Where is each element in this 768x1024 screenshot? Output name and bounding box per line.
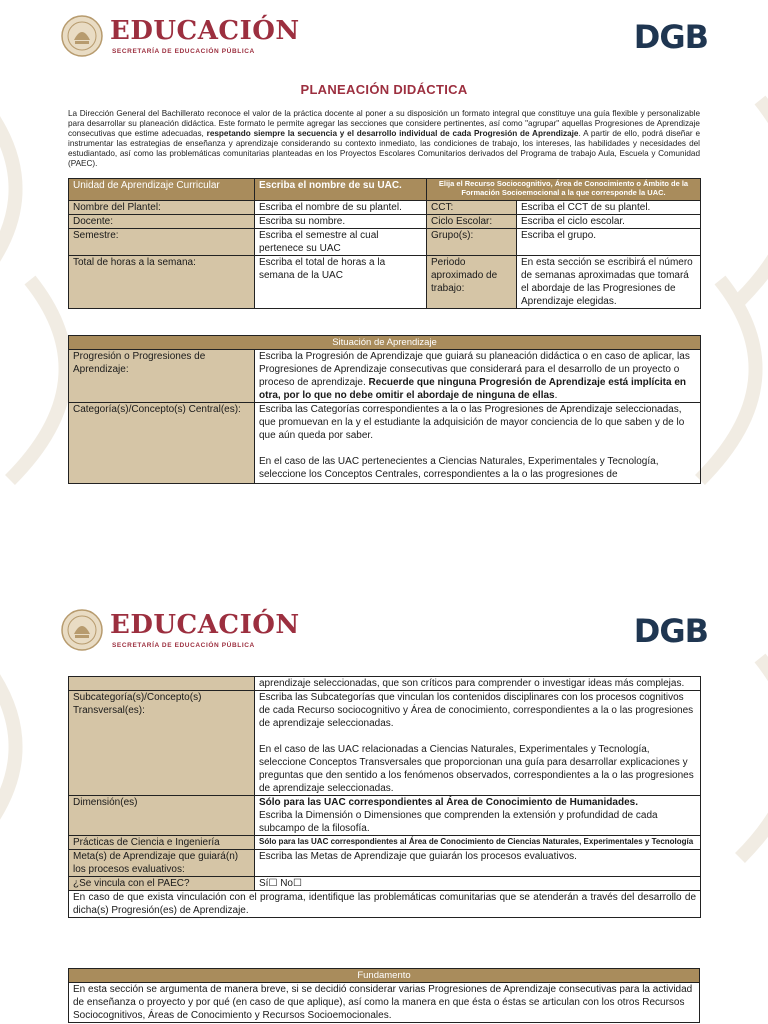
practicas-field[interactable]: Sólo para las UAC correspondientes al Área de Conocimiento de Ciencias Naturales, Experimentales y Tecnología [255,836,701,850]
practicas-label: Prácticas de Ciencia e Ingeniería [69,836,255,850]
progresion-field[interactable]: Escriba la Progresión de Aprendizaje que guiará su planeación didáctica o en caso de aplicar, las Progresiones de Aprendizaje consecutivas que considerará para el desarrollo de un proyecto o proceso de aprendizaje. Recuerde que ninguna Progresión de Aprendizaje está implícita en otra, por lo que no debe omitir el abordaje de ninguna de ellas. [255,350,701,403]
docente-label: Docente: [69,215,255,229]
cct-label: CCT: [427,201,517,215]
table-row [69,877,701,891]
fundamento-header: Fundamento [69,969,700,983]
brand-subtitle: SECRETARÍA DE EDUCACIÓN PÚBLICA [112,48,255,55]
intro-paragraph: La Dirección General del Bachillerato reconoce el valor de la práctica docente al poner a su disposición un formato integral que constituye una guía flexible y personalizable para desarrollar su planeación didáctica. Este formato le permite agregar las secciones que considere pertinentes, así como "agrupar" aquellas Progresiones de Aprendizaje consecutivas que estime adecuadas, respetando siempre la secuencia y el desarrollo individual de cada Progresión de Aprendizaje. A partir de ello, podrá diseñar e instrumentar las estrategias de enseñanza y aprendizaje considerando su contexto inmediato, las condiciones de trabajo, los intereses, las habilidades y necesidades del estudiantado, así como las problemáticas comunitarias planteadas en los Proyectos Escolares Comunitarios derivados del Programa de trabajo Aula, Escuela y Comunidad (PAEC). [68,109,700,168]
subcategoria-field[interactable]: Escriba las Subcategorías que vinculan los contenidos disciplinares con los procesos cognitivos de cada Recurso sociocognitivo y Área de conocimiento, correspondientes a la o las progresiones de aprendizaje seleccionadas. En el caso de las UAC relacionadas a Ciencias Naturales, Experimentales y Tecnología, seleccione Conceptos Transversales que proporcionan una guía para desarrollar explicaciones y preguntas que den sentido a los fenómenos observados, correspondientes a la o las progresiones de aprendizaje seleccionadas. [255,691,701,796]
dimension-field[interactable]: Sólo para las UAC correspondientes al Área de Conocimiento de Humanidades. Escriba la Dimensión o Dimensiones que comprenden la extensión y profundidad de cada subcampo de la filosofía. [255,796,701,836]
table-row [69,983,700,1023]
docente-field[interactable]: Escriba su nombre. [255,215,427,229]
uac-name-field[interactable]: Escriba el nombre de su UAC. [255,179,427,201]
page-header [60,608,708,656]
grupo-label: Grupo(s): [427,229,517,256]
table-row [69,256,701,309]
brand-title: EDUCACIÓN [110,610,300,640]
table-row [69,796,701,836]
meta-field[interactable]: Escriba las Metas de Aprendizaje que guiarán los procesos evaluativos. [255,850,701,877]
table-row [69,350,701,403]
brand-title: EDUCACIÓN [110,16,300,46]
plantel-field[interactable]: Escriba el nombre de su plantel. [255,201,427,215]
horas-label: Total de horas a la semana: [69,256,255,309]
dgb-logo: DGB [633,612,708,650]
table-row [69,403,701,484]
table-row [69,850,701,877]
table-row [69,677,701,691]
table-row [69,215,701,229]
ciclo-label: Ciclo Escolar: [427,215,517,229]
mexico-seal-icon [60,14,104,58]
fundamento-table [68,968,700,1023]
dgb-logo: DGB [633,18,708,56]
situacion-header: Situación de Aprendizaje [69,336,701,350]
table-row [69,201,701,215]
mexico-seal-icon [60,608,104,652]
situacion-table-continued [68,676,701,918]
semestre-field[interactable]: Escriba el semestre al cual pertenece su UAC [255,229,427,256]
meta-label: Meta(s) de Aprendizaje que guiará(n) los procesos evaluativos: [69,850,255,877]
general-info-table [68,178,701,309]
situacion-table [68,335,701,484]
page-header [60,14,708,62]
categoria-label: Categoría(s)/Concepto(s) Central(es): [69,403,255,484]
categoria-field-continued[interactable]: aprendizaje seleccionadas, que son críticos para comprender o investigar ideas más complejas. [255,677,701,691]
cct-field[interactable]: Escriba el CCT de su plantel. [517,201,701,215]
ciclo-field[interactable]: Escriba el ciclo escolar. [517,215,701,229]
dimension-label: Dimensión(es) [69,796,255,836]
brand-subtitle: SECRETARÍA DE EDUCACIÓN PÚBLICA [112,642,255,649]
table-header-row [69,179,701,201]
page-gap [0,512,768,598]
document-page-2 [0,598,768,1024]
table-row [69,836,701,850]
table-header-row [69,969,700,983]
semestre-label: Semestre: [69,229,255,256]
horas-field[interactable]: Escriba el total de horas a la semana de la UAC [255,256,427,309]
table-header-row [69,336,701,350]
periodo-label: Periodo aproximado de trabajo: [427,256,517,309]
table-row [69,229,701,256]
periodo-field[interactable]: En esta sección se escribirá el número de semanas aproximadas que tomará el abordaje de las Progresiones de Aprendizaje elegidas. [517,256,701,309]
grupo-field[interactable]: Escriba el grupo. [517,229,701,256]
fundamento-field[interactable]: En esta sección se argumenta de manera breve, si se decidió considerar varias Progresiones de Aprendizaje consecutivas para la actividad de enseñanza o proyecto y por qué (en caso de que aplique), así como la manera en que ésta o éstas se articulan con los otros Recursos Sociocognitivos, Áreas de Conocimiento y Recursos Socioemocionales. [69,983,700,1023]
paec-note-field[interactable]: En caso de que exista vinculación con el programa, identifique las problemáticas comunitarias que se atenderán a través del desarrollo de dicha(s) Progresión(es) de Aprendizaje. [69,891,701,918]
uac-header-label: Unidad de Aprendizaje Curricular [69,179,255,201]
paec-label: ¿Se vincula con el PAEC? [69,877,255,891]
page-title: PLANEACIÓN DIDÁCTICA [300,82,468,97]
recurso-select-field[interactable]: Elija el Recurso Sociocognitivo, Área de Conocimiento o Ámbito de la Formación Socioemocional a la que corresponde la UAC. [427,179,701,201]
progresion-label: Progresión o Progresiones de Aprendizaje: [69,350,255,403]
table-row [69,691,701,796]
table-row [69,891,701,918]
paec-checkbox-group[interactable]: Sí☐ No☐ [255,877,701,891]
continued-label-cell [69,677,255,691]
categoria-field[interactable]: Escriba las Categorías correspondientes a la o las Progresiones de Aprendizaje seleccionadas, que promuevan en la y el estudiante la adquisición de mayor conciencia de lo que saben y de lo que aún queda por saber. En el caso de las UAC pertenecientes a Ciencias Naturales, Experimentales y Tecnología, seleccione los Conceptos Centrales, correspondientes a la o las progresiones de [255,403,701,484]
plantel-label: Nombre del Plantel: [69,201,255,215]
subcategoria-label: Subcategoría(s)/Concepto(s) Transversal(es): [69,691,255,796]
